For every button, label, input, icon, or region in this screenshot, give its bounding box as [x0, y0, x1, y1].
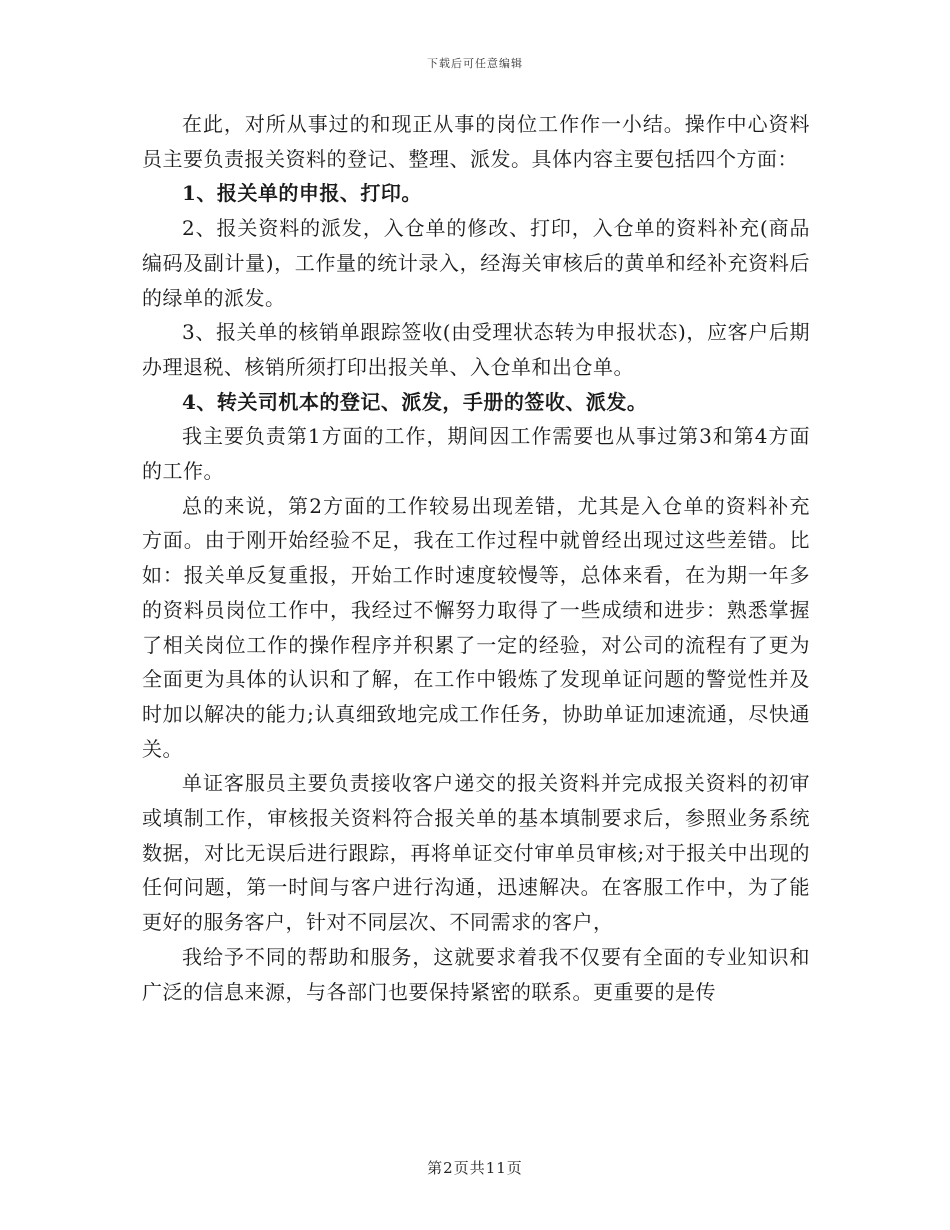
page-header: 下载后可任意编辑: [427, 57, 523, 70]
paragraph-summary: 总的来说，第2方面的工作较易出现差错，尤其是入仓单的资料补充方面。由于刚开始经验不足，我在工作过程中就曾经出现过这些差错。比如：报关单反复重报，开始工作时速度较慢等，总体来看，在为期一年多的资料员岗位工作中，我经过不懈努力取得了一些成绩和进步：熟悉掌握了相关岗位工作的操作程序并积累了一定的经验，对公司的流程有了更为全面更为具体的认识和了解，在工作中锻炼了发现单证问题的警觉性并及时加以解决的能力;认真细致地完成工作任务，协助单证加速流通，尽快通关。: [142, 493, 810, 761]
paragraph-item-4: 4、转关司机本的登记、派发，手册的签收、派发。: [182, 389, 648, 414]
paragraph-customer-service: 单证客服员主要负责接收客户递交的报关资料并完成报关资料的初审或填制工作，审核报关资料符合报关单的基本填制要求后，参照业务系统数据，对比无误后进行跟踪，再将单证交付审单员审核;对于报关中出现的任何问题，第一时间与客户进行沟通，迅速解决。在客服工作中，为了能更好的服务客户，针对不同层次、不同需求的客户，: [142, 771, 810, 935]
paragraph-item-1: 1、报关单的申报、打印。: [182, 181, 422, 206]
paragraph-assistance: 我给予不同的帮助和服务，这就要求着我不仅要有全面的专业知识和广泛的信息来源，与各部门也要保持紧密的联系。更重要的是传: [142, 944, 810, 1004]
paragraph-item-2: 2、报关资料的派发，入仓单的修改、打印，入仓单的资料补充(商品编码及副计量)，工作量的统计录入，经海关审核后的黄单和经补充资料后的绿单的派发。: [142, 216, 810, 310]
page-footer: 第2页共11页: [427, 1159, 523, 1177]
paragraph-intro: 在此，对所从事过的和现正从事的岗位工作作一小结。操作中心资料员主要负责报关资料的登记、整理、派发。具体内容主要包括四个方面：: [142, 112, 810, 171]
paragraph-responsibility: 我主要负责第1方面的工作，期间因工作需要也从事过第3和第4方面的工作。: [142, 424, 810, 484]
paragraph-item-3: 3、报关单的核销单跟踪签收(由受理状态转为申报状态)，应客户后期办理退税、核销所须打印出报关单、入仓单和出仓单。: [142, 320, 810, 379]
document-body: [142, 107, 810, 1009]
